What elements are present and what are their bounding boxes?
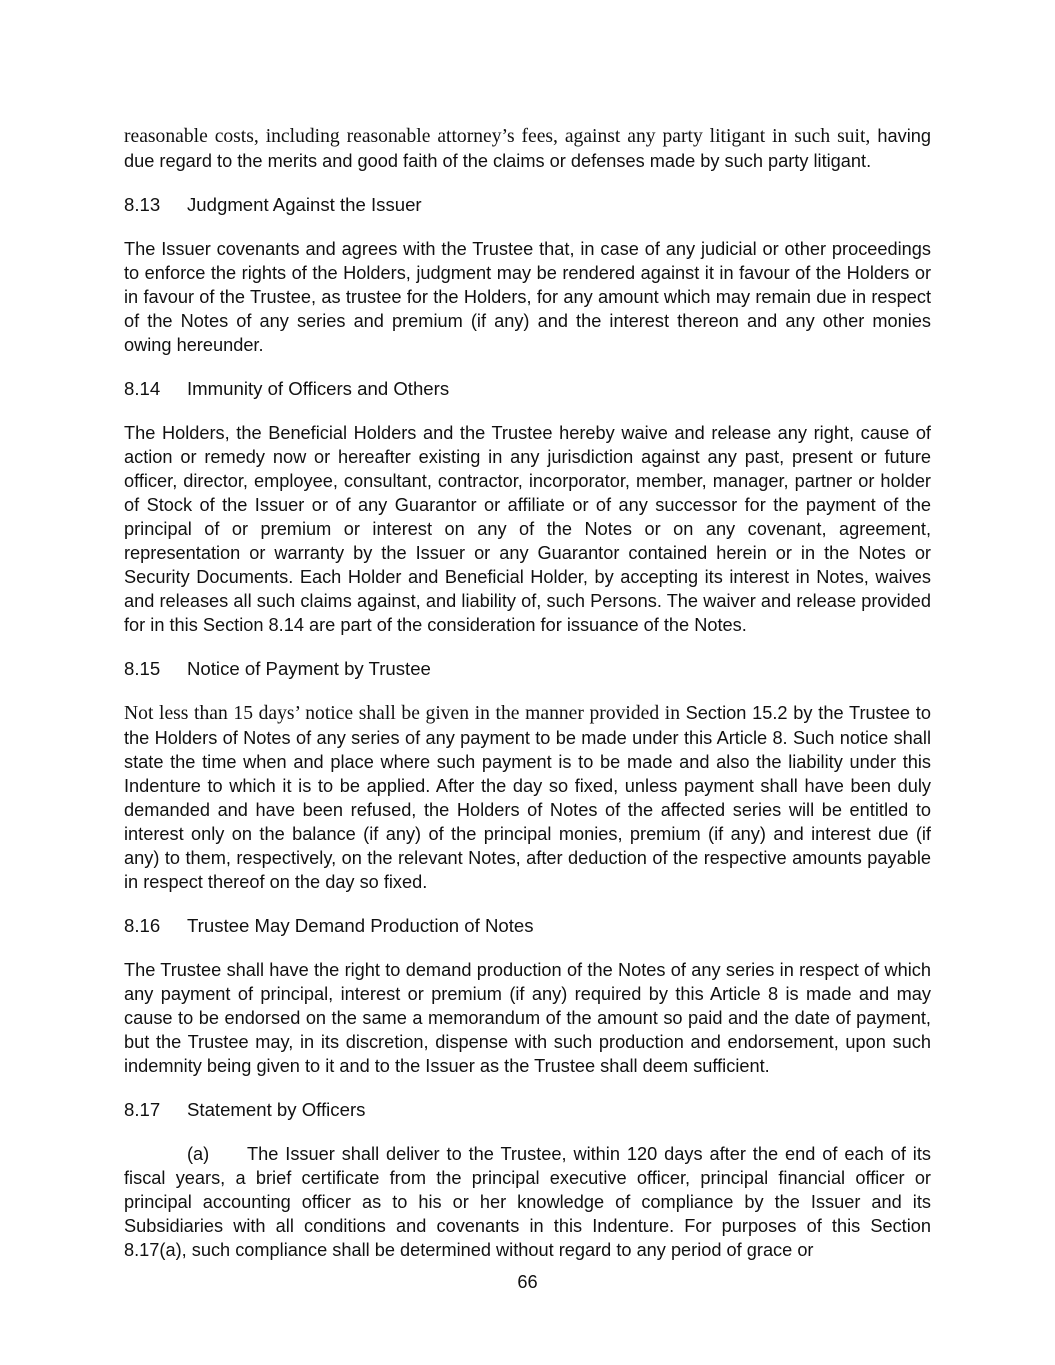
section-heading-8-14 bbox=[124, 377, 931, 401]
section-heading-8-13 bbox=[124, 193, 931, 217]
section-heading-8-15 bbox=[124, 657, 931, 681]
section-heading-8-17 bbox=[124, 1098, 931, 1122]
section-body-8-14: The Holders, the Beneficial Holders and the Trustee hereby waive and release any right, cause of action or remedy now or hereafter existing in any jurisdiction against any past, present or future officer, director, employee, consultant, contractor, incorporator, member, manager, partner or holder of Stock of the Issuer or of any Guarantor or affiliate or of any successor for the payment of the principal of or premium or interest on any of the Notes or on any covenant, agreement, representation or warranty by the Issuer or any Guarantor contained herein or in the Notes or Security Documents. Each Holder and Beneficial Holder, by accepting its interest in Notes, waives and releases all such claims against, and liability of, such Persons. The waiver and release provided for in this Section 8.14 are part of the consideration for issuance of the Notes. bbox=[124, 423, 931, 635]
page-number: 66 bbox=[517, 1272, 538, 1292]
section-body-sans-text: Section 15.2 by the Trustee to the Holders of Notes of any series of any payment to be made under this Article 8. Such notice shall state the time when and place where such payment is to be made and also the liability under this Indenture to which it is to be applied. After the day so fixed, unless payment shall have been duly demanded and have been refused, the Holders of Notes of the affected series will be entitled to interest only on the balance (if any) of the principal monies, premium (if any) and interest due (if any) to them, respectively, on the relevant Notes, after deduction of the respective amounts payable in respect thereof on the day so fixed. bbox=[124, 703, 931, 892]
intro-paragraph bbox=[124, 124, 931, 173]
section-title: Immunity of Officers and Others bbox=[187, 378, 450, 399]
intro-serif-text: reasonable costs, including reasonable attorney’s fees, against any party litigant in such suit, bbox=[124, 126, 871, 147]
section-number: 8.17 bbox=[124, 1099, 161, 1120]
subsection-label: (a) bbox=[187, 1144, 210, 1164]
section-body-8-13: The Issuer covenants and agrees with the Trustee that, in case of any judicial or other proceedings to enforce the rights of the Holders, judgment may be rendered against it in favour of the Holders or in favour of the Trustee, as trustee for the Holders, for any amount which may remain due in respect of the Notes of any series and premium (if any) and the interest thereon and any other monies owing hereunder. bbox=[124, 239, 931, 355]
section-title: Notice of Payment by Trustee bbox=[187, 658, 431, 679]
section-title: Statement by Officers bbox=[187, 1099, 366, 1120]
intro-sans-text: having due regard to the merits and good faith of the claims or defenses made by such party litigant. bbox=[124, 126, 931, 171]
section-number: 8.13 bbox=[124, 194, 161, 215]
section-number: 8.16 bbox=[124, 915, 161, 936]
section-body-serif-text: Not less than 15 days’ notice shall be given in the manner provided in bbox=[124, 703, 686, 724]
document-page bbox=[124, 124, 931, 1262]
subsection-text: The Issuer shall deliver to the Trustee, within 120 days after the end of each of its fiscal years, a brief certificate from the principal executive officer, principal financial officer or principal accounting officer as to his or her knowledge of compliance by the Issuer and its Subsidiaries with all conditions and covenants in this Indenture. For purposes of this Section 8.17(a), such compliance shall be determined without regard to any period of grace or bbox=[124, 1144, 931, 1260]
section-number: 8.14 bbox=[124, 378, 161, 399]
section-body-8-17a bbox=[124, 1142, 931, 1262]
section-heading-8-16 bbox=[124, 914, 931, 938]
section-number: 8.15 bbox=[124, 658, 161, 679]
section-body-8-16: The Trustee shall have the right to demand production of the Notes of any series in respect of which any payment of principal, interest or premium (if any) required by this Article 8 is made and may cause to be endorsed on the same a memorandum of the amount so paid and the date of payment, but the Trustee may, in its discretion, dispense with such production and endorsement, upon such indemnity being given to it and to the Issuer as the Trustee shall deem sufficient. bbox=[124, 960, 931, 1076]
section-title: Judgment Against the Issuer bbox=[187, 194, 422, 215]
section-body-8-15 bbox=[124, 701, 931, 894]
section-title: Trustee May Demand Production of Notes bbox=[187, 915, 534, 936]
